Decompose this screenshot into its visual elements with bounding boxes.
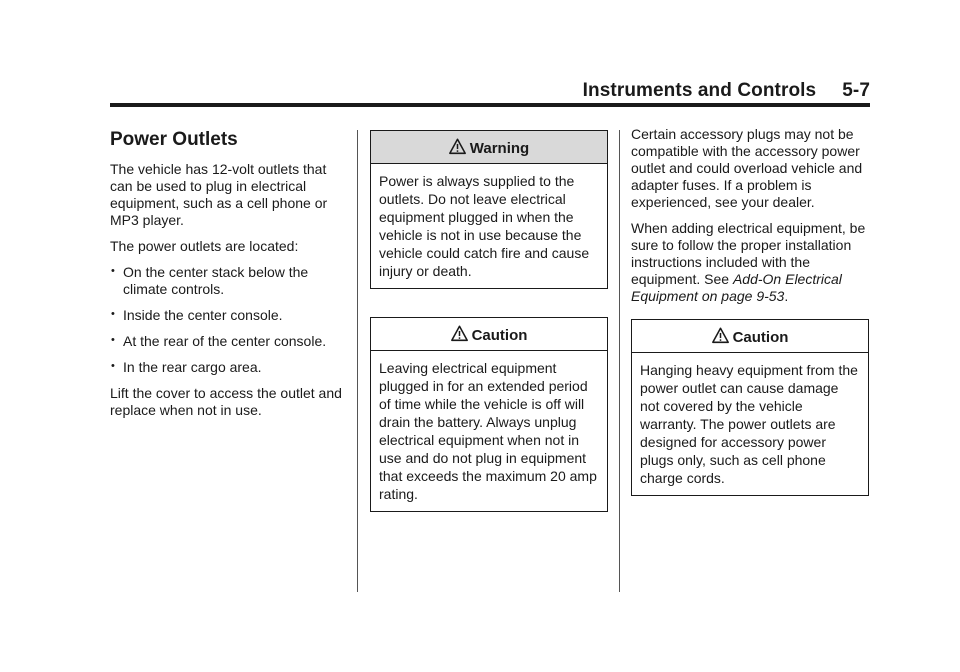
intro-paragraph: The vehicle has 12-volt outlets that can be used to plug in electrical equipment, such as a cell phone or MP3 player.	[110, 161, 328, 228]
lift-cover-paragraph: Lift the cover to access the outlet and replace when not in use.	[110, 385, 342, 418]
caution-box	[631, 319, 869, 496]
list-item: • At the rear of the center console.	[111, 333, 327, 349]
caution-text: Hanging heavy equipment from the power outlet can cause damage not covered by the vehicle warranty. The power outlets are designed for accessory power plugs only, such as cell phone charge cords.	[640, 362, 858, 486]
header-section-title: Instruments and Controls	[582, 80, 817, 101]
caution-header	[371, 318, 607, 351]
bullet-icon: •	[111, 334, 115, 346]
caution-label: Caution	[732, 329, 789, 346]
caution-box	[370, 317, 608, 512]
column-2	[370, 130, 608, 512]
column-3	[631, 126, 869, 496]
warning-triangle-icon	[449, 138, 466, 155]
located-paragraph: The power outlets are located:	[110, 238, 299, 254]
column-divider-1	[357, 130, 358, 592]
list-item: • On the center stack below the climate controls.	[111, 264, 309, 297]
installation-paragraph: When adding electrical equipment, be sure to follow the proper installation instructions included with the equipment. See Add-On Electrical Equipment on page 9-53.	[631, 220, 866, 304]
list-item: • In the rear cargo area.	[111, 359, 262, 375]
outlet-location-list	[110, 264, 350, 376]
warning-label: Warning	[469, 140, 530, 157]
page-number: 5-7	[842, 80, 870, 101]
header-rule	[110, 103, 870, 107]
warning-text: Power is always supplied to the outlets. Do not leave electrical equipment plugged in when the vehicle is not in use because the vehicle could catch fire and cause injury or death.	[379, 173, 590, 279]
warning-header	[371, 131, 607, 164]
caution-triangle-icon	[451, 325, 468, 342]
bullet-icon: •	[111, 265, 115, 277]
bullet-icon: •	[111, 360, 115, 372]
caution-label: Caution	[471, 327, 528, 344]
caution-text: Leaving electrical equipment plugged in for an extended period of time while the vehicle is off will drain the battery. Always unplug electrical equipment when not in use and do not plug in equipment that exceeds the maximum 20 amp rating.	[379, 360, 597, 502]
caution-header	[632, 320, 868, 353]
bullet-icon: •	[111, 308, 115, 320]
list-item: • Inside the center console.	[111, 307, 283, 323]
page-header	[560, 80, 870, 102]
cross-reference-link[interactable]: Add-On Electrical Equipment on page 9-53	[631, 271, 842, 304]
warning-box	[370, 130, 608, 289]
compatibility-paragraph: Certain accessory plugs may not be compatible with the accessory power outlet and could overload vehicle and adapter fuses. If a problem is experienced, see your dealer.	[631, 126, 863, 210]
section-title: Power Outlets	[110, 129, 238, 150]
column-divider-2	[619, 130, 620, 592]
caution-triangle-icon	[712, 327, 729, 344]
column-1	[110, 126, 350, 428]
